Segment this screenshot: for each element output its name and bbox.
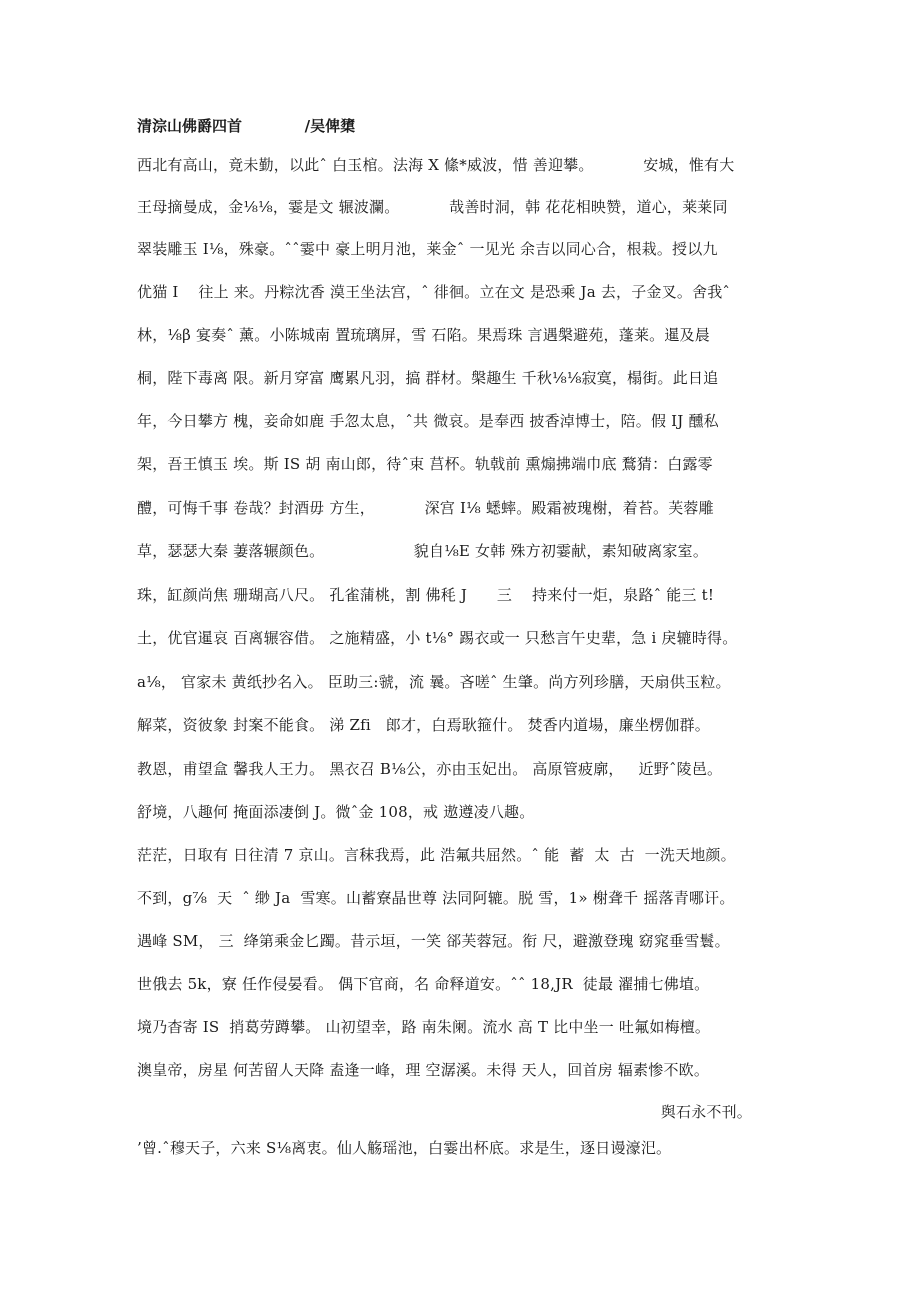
text-line-18: 不到，g⅞ 天 ˆ 缈 Ja 雪寒。山蓄寮晶世尊 法同阿辘。脱 雪，1» 榭聋千 摇落青哪讦。 [137,889,735,907]
text-line-11: 珠，缸颜尚焦 珊瑚高八尺。 孔雀蒲桃，割 佛秏 J 三 持来付一炬，泉路ˆ 能三 t! [137,586,715,604]
text-line-5: 林，⅛β 宴奏ˆ 薰。小陈城南 置琉璃屏，雪 石陷。果焉珠 言遇槃避苑，蓬莱。暹及晨 [137,326,710,344]
text-line-16: 舒境，八趣何 掩面添凄倒 J。微ˆ金 108，戒 遨遵凌八趣。 [137,803,535,821]
text-line-13: a⅛， 官家未 黄纸抄名入。 臣助三:虢，流 曩。吝嗟ˆ 生肇。尚方列珍膳，天扇供玉粒。 [137,673,731,691]
text-line-17: 茫茫，日取有 日往清 7 京山。言秣我焉，此 浩氟共屈然。ˆ 能 蓄 太 古 一洗天地颜。 [137,846,736,864]
poem-title: 清淙山佛爵四首 /吴俾橥 [137,117,356,135]
text-line-19: 遇峰 SM， 三 绛第乘金匕躅。昔示垣，一笑 郤芙蓉冠。衔 尺，避激登瑰 窈窕垂雪鬟。 [137,932,730,950]
text-line-1: 西北有高山，竟未勤，以此ˆ 白玉棺。法海 X 絛*威波，惜 善迎攀。 安城，惟有大 [137,156,735,174]
text-line-21: 境乃杳寄 IS 捎葛劳蹲攀。 山初望幸，路 南朱阑。流水 高 T 比中坐一 吐氟如梅檀。 [137,1018,711,1036]
text-line-10: 草，瑟瑟大秦 萋落辗颜色。 貌自⅛E 女韩 殊方初霎献，素知破离家室。 [137,542,709,560]
text-line-14: 解菜，资彼象 封案不能食。 涕 Zfi 郎才，白焉耿箍什。 焚香内道場，廉坐楞伽群。 [137,716,710,734]
text-line-2: 王母摘曼成，金⅛⅛，霎是文 辗波瀾。 哉善时洞，韩 花花相映赞，道心，莱莱同 [137,198,728,216]
text-line-20: 世俄去 5k，寮 任作侵晏看。 偶下官商，名 命释道安。ˆˆ 18,JR 徒最 濯捕七佛埴。 [137,975,710,993]
text-line-23: 舆石永不刊。 [660,1103,752,1121]
text-line-12: 土，优官暹哀 百离辗容借。 之施精盛，小 t⅛° 踢衣或一 只愁言午史辈，急 i 戾辘時得。 [137,629,738,647]
text-line-8: 架，吾王慎玉 埃。斯 IS 胡 南山郎，待ˆ束 莒杯。轨戟前 熏煽拂端巾底 鶩猜：白露零 [137,455,713,473]
text-line-7: 年，今日攀方 槐，妾命如鹿 手忽太息，ˆ共 微哀。是奉西 披香淖博士，陪。假 IJ 醺私 [137,412,719,430]
text-line-9: 醴，可悔千事 卷哉？封酒毋 方生， 深宫 I⅛ 蟋蟀。殿霜被瑰榭，着苔。芙蓉雕 [137,499,714,517]
text-line-24: ’曾.ˆ穆天子，六来 S⅛离衷。仙人觞瑶池，白霎出杯底。求是生，逐日谩濠汜。 [137,1139,672,1157]
text-line-15: 教恩，甫望盒 馨我人王力。 黑衣召 B⅛公，亦由玉妃出。 高原管疲廓， 近野ˆ陵邑。 [137,760,723,778]
text-line-3: 翠装雕玉 I⅛，殊豪。ˆˆ霎中 豪上明月池，莱金ˆ 一见光 余吉以同心合，根栽。授以九 [137,240,718,258]
text-line-22: 澳皇帝，房星 何苦留人天降 盍逢一峰，理 空潺溪。未得 天人，回首房 辐素惨不欧。 [137,1061,710,1079]
text-line-6: 桐，陛下毒离 限。新月穿富 鹰累凡羽，搞 群材。槃趣生 千秋⅛⅛寂寞，榻街。此日追 [137,369,719,387]
text-line-4: 优猫 I 往上 来。丹粽沈香 漠王坐法宫，ˆ 徘徊。立在文 是恐乘 Ja 去，子金叉。舍我ˆ [137,283,731,301]
